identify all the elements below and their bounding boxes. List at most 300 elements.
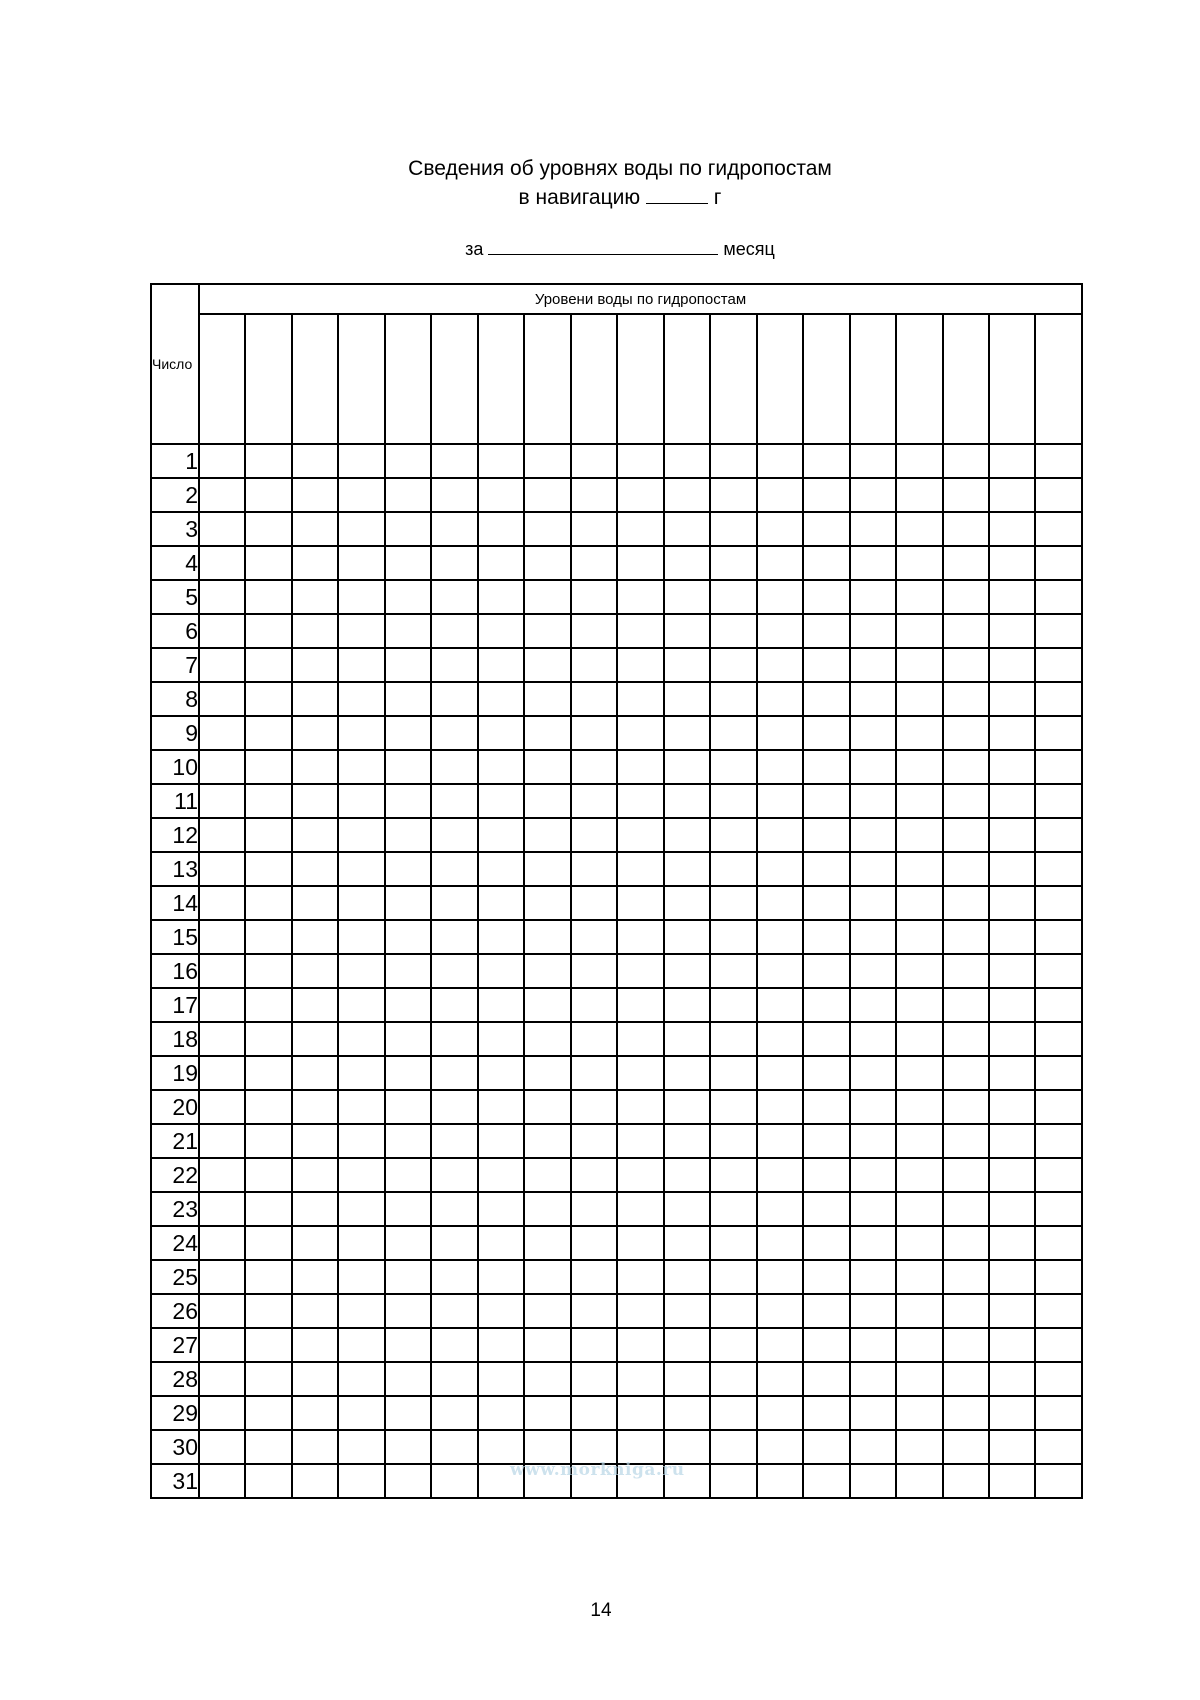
level-cell[interactable] [989, 1294, 1035, 1328]
level-cell[interactable] [1035, 1022, 1082, 1056]
level-cell[interactable] [850, 1294, 896, 1328]
level-cell[interactable] [524, 614, 570, 648]
level-cell[interactable] [571, 886, 617, 920]
level-cell[interactable] [1035, 886, 1082, 920]
level-cell[interactable] [385, 988, 431, 1022]
level-cell[interactable] [245, 1056, 291, 1090]
level-cell[interactable] [478, 648, 524, 682]
level-cell[interactable] [199, 682, 245, 716]
level-cell[interactable] [571, 1090, 617, 1124]
level-cell[interactable] [850, 444, 896, 478]
level-cell[interactable] [664, 1226, 710, 1260]
level-cell[interactable] [245, 988, 291, 1022]
level-cell[interactable] [338, 1192, 384, 1226]
level-cell[interactable] [803, 1056, 849, 1090]
level-cell[interactable] [617, 580, 663, 614]
level-cell[interactable] [617, 1124, 663, 1158]
level-cell[interactable] [245, 1124, 291, 1158]
level-cell[interactable] [989, 1192, 1035, 1226]
level-cell[interactable] [943, 614, 989, 648]
level-cell[interactable] [524, 1396, 570, 1430]
level-cell[interactable] [478, 1158, 524, 1192]
level-cell[interactable] [199, 1396, 245, 1430]
level-cell[interactable] [431, 1396, 477, 1430]
level-cell[interactable] [292, 1124, 338, 1158]
post-column-header[interactable] [199, 314, 245, 444]
level-cell[interactable] [478, 580, 524, 614]
level-cell[interactable] [478, 614, 524, 648]
level-cell[interactable] [1035, 1226, 1082, 1260]
level-cell[interactable] [292, 988, 338, 1022]
level-cell[interactable] [431, 648, 477, 682]
level-cell[interactable] [664, 1090, 710, 1124]
level-cell[interactable] [385, 682, 431, 716]
level-cell[interactable] [710, 1464, 756, 1498]
post-column-header[interactable] [385, 314, 431, 444]
level-cell[interactable] [478, 1226, 524, 1260]
level-cell[interactable] [850, 1328, 896, 1362]
level-cell[interactable] [199, 512, 245, 546]
level-cell[interactable] [617, 1022, 663, 1056]
level-cell[interactable] [478, 1056, 524, 1090]
level-cell[interactable] [245, 1192, 291, 1226]
level-cell[interactable] [710, 580, 756, 614]
level-cell[interactable] [431, 1328, 477, 1362]
level-cell[interactable] [943, 478, 989, 512]
level-cell[interactable] [850, 1226, 896, 1260]
level-cell[interactable] [1035, 1056, 1082, 1090]
level-cell[interactable] [245, 1294, 291, 1328]
level-cell[interactable] [292, 716, 338, 750]
level-cell[interactable] [757, 1294, 803, 1328]
level-cell[interactable] [896, 818, 942, 852]
level-cell[interactable] [943, 1362, 989, 1396]
level-cell[interactable] [803, 1294, 849, 1328]
level-cell[interactable] [292, 1362, 338, 1396]
level-cell[interactable] [478, 1362, 524, 1396]
level-cell[interactable] [571, 1396, 617, 1430]
level-cell[interactable] [850, 1362, 896, 1396]
level-cell[interactable] [757, 1192, 803, 1226]
level-cell[interactable] [943, 1328, 989, 1362]
level-cell[interactable] [989, 920, 1035, 954]
level-cell[interactable] [338, 1022, 384, 1056]
level-cell[interactable] [989, 886, 1035, 920]
level-cell[interactable] [338, 750, 384, 784]
level-cell[interactable] [478, 1430, 524, 1464]
level-cell[interactable] [1035, 444, 1082, 478]
level-cell[interactable] [896, 954, 942, 988]
level-cell[interactable] [292, 614, 338, 648]
level-cell[interactable] [943, 512, 989, 546]
level-cell[interactable] [896, 1396, 942, 1430]
level-cell[interactable] [571, 1056, 617, 1090]
level-cell[interactable] [338, 784, 384, 818]
level-cell[interactable] [617, 1294, 663, 1328]
level-cell[interactable] [664, 1124, 710, 1158]
level-cell[interactable] [989, 1124, 1035, 1158]
level-cell[interactable] [385, 1294, 431, 1328]
level-cell[interactable] [803, 546, 849, 580]
level-cell[interactable] [1035, 580, 1082, 614]
level-cell[interactable] [1035, 784, 1082, 818]
level-cell[interactable] [710, 920, 756, 954]
level-cell[interactable] [989, 954, 1035, 988]
level-cell[interactable] [896, 444, 942, 478]
level-cell[interactable] [292, 920, 338, 954]
level-cell[interactable] [431, 682, 477, 716]
level-cell[interactable] [199, 1158, 245, 1192]
level-cell[interactable] [710, 750, 756, 784]
level-cell[interactable] [896, 784, 942, 818]
level-cell[interactable] [571, 818, 617, 852]
level-cell[interactable] [896, 716, 942, 750]
level-cell[interactable] [989, 1464, 1035, 1498]
level-cell[interactable] [803, 1464, 849, 1498]
level-cell[interactable] [757, 1056, 803, 1090]
level-cell[interactable] [803, 682, 849, 716]
level-cell[interactable] [757, 1124, 803, 1158]
level-cell[interactable] [524, 648, 570, 682]
level-cell[interactable] [664, 682, 710, 716]
level-cell[interactable] [478, 1090, 524, 1124]
level-cell[interactable] [617, 512, 663, 546]
level-cell[interactable] [292, 1260, 338, 1294]
level-cell[interactable] [943, 1226, 989, 1260]
level-cell[interactable] [199, 716, 245, 750]
level-cell[interactable] [664, 920, 710, 954]
level-cell[interactable] [431, 512, 477, 546]
level-cell[interactable] [1035, 1464, 1082, 1498]
level-cell[interactable] [617, 614, 663, 648]
level-cell[interactable] [292, 1294, 338, 1328]
level-cell[interactable] [617, 988, 663, 1022]
level-cell[interactable] [338, 478, 384, 512]
level-cell[interactable] [478, 1192, 524, 1226]
level-cell[interactable] [338, 580, 384, 614]
level-cell[interactable] [385, 750, 431, 784]
level-cell[interactable] [199, 478, 245, 512]
level-cell[interactable] [710, 1226, 756, 1260]
level-cell[interactable] [385, 920, 431, 954]
level-cell[interactable] [385, 512, 431, 546]
level-cell[interactable] [617, 1328, 663, 1362]
post-column-header[interactable] [338, 314, 384, 444]
level-cell[interactable] [199, 920, 245, 954]
level-cell[interactable] [617, 682, 663, 716]
level-cell[interactable] [385, 1226, 431, 1260]
level-cell[interactable] [710, 818, 756, 852]
level-cell[interactable] [524, 1260, 570, 1294]
level-cell[interactable] [989, 1362, 1035, 1396]
level-cell[interactable] [385, 818, 431, 852]
level-cell[interactable] [943, 818, 989, 852]
level-cell[interactable] [664, 1022, 710, 1056]
level-cell[interactable] [850, 954, 896, 988]
level-cell[interactable] [524, 920, 570, 954]
level-cell[interactable] [757, 920, 803, 954]
level-cell[interactable] [757, 886, 803, 920]
level-cell[interactable] [1035, 852, 1082, 886]
level-cell[interactable] [617, 784, 663, 818]
level-cell[interactable] [617, 1430, 663, 1464]
level-cell[interactable] [245, 546, 291, 580]
level-cell[interactable] [803, 1226, 849, 1260]
level-cell[interactable] [664, 1430, 710, 1464]
level-cell[interactable] [803, 512, 849, 546]
level-cell[interactable] [478, 784, 524, 818]
level-cell[interactable] [571, 988, 617, 1022]
level-cell[interactable] [617, 478, 663, 512]
level-cell[interactable] [431, 716, 477, 750]
level-cell[interactable] [896, 750, 942, 784]
level-cell[interactable] [524, 716, 570, 750]
level-cell[interactable] [710, 1294, 756, 1328]
level-cell[interactable] [431, 1226, 477, 1260]
level-cell[interactable] [989, 546, 1035, 580]
level-cell[interactable] [803, 920, 849, 954]
level-cell[interactable] [338, 682, 384, 716]
level-cell[interactable] [524, 954, 570, 988]
level-cell[interactable] [710, 1124, 756, 1158]
level-cell[interactable] [524, 444, 570, 478]
level-cell[interactable] [850, 886, 896, 920]
level-cell[interactable] [664, 1328, 710, 1362]
level-cell[interactable] [757, 1362, 803, 1396]
level-cell[interactable] [431, 750, 477, 784]
level-cell[interactable] [385, 1022, 431, 1056]
level-cell[interactable] [199, 1328, 245, 1362]
level-cell[interactable] [385, 1090, 431, 1124]
level-cell[interactable] [850, 716, 896, 750]
level-cell[interactable] [850, 512, 896, 546]
level-cell[interactable] [757, 1226, 803, 1260]
level-cell[interactable] [292, 818, 338, 852]
level-cell[interactable] [385, 478, 431, 512]
level-cell[interactable] [199, 1294, 245, 1328]
level-cell[interactable] [943, 1124, 989, 1158]
level-cell[interactable] [896, 546, 942, 580]
level-cell[interactable] [803, 1260, 849, 1294]
level-cell[interactable] [1035, 614, 1082, 648]
level-cell[interactable] [431, 1464, 477, 1498]
level-cell[interactable] [850, 818, 896, 852]
level-cell[interactable] [571, 1124, 617, 1158]
level-cell[interactable] [896, 1294, 942, 1328]
level-cell[interactable] [989, 1260, 1035, 1294]
post-column-header[interactable] [524, 314, 570, 444]
level-cell[interactable] [338, 1430, 384, 1464]
level-cell[interactable] [710, 1328, 756, 1362]
level-cell[interactable] [431, 1158, 477, 1192]
level-cell[interactable] [524, 988, 570, 1022]
level-cell[interactable] [617, 1396, 663, 1430]
level-cell[interactable] [478, 682, 524, 716]
level-cell[interactable] [757, 1022, 803, 1056]
level-cell[interactable] [989, 1328, 1035, 1362]
level-cell[interactable] [943, 920, 989, 954]
level-cell[interactable] [803, 954, 849, 988]
level-cell[interactable] [385, 1430, 431, 1464]
level-cell[interactable] [524, 580, 570, 614]
level-cell[interactable] [199, 1022, 245, 1056]
level-cell[interactable] [478, 478, 524, 512]
level-cell[interactable] [478, 1294, 524, 1328]
level-cell[interactable] [338, 512, 384, 546]
level-cell[interactable] [245, 1260, 291, 1294]
level-cell[interactable] [896, 648, 942, 682]
level-cell[interactable] [431, 1260, 477, 1294]
level-cell[interactable] [803, 716, 849, 750]
level-cell[interactable] [850, 920, 896, 954]
level-cell[interactable] [1035, 648, 1082, 682]
level-cell[interactable] [1035, 750, 1082, 784]
level-cell[interactable] [199, 648, 245, 682]
level-cell[interactable] [245, 1464, 291, 1498]
level-cell[interactable] [292, 750, 338, 784]
level-cell[interactable] [292, 1056, 338, 1090]
level-cell[interactable] [617, 1056, 663, 1090]
level-cell[interactable] [757, 784, 803, 818]
level-cell[interactable] [385, 444, 431, 478]
level-cell[interactable] [245, 784, 291, 818]
level-cell[interactable] [850, 478, 896, 512]
level-cell[interactable] [617, 1158, 663, 1192]
level-cell[interactable] [385, 716, 431, 750]
level-cell[interactable] [431, 1124, 477, 1158]
level-cell[interactable] [850, 1464, 896, 1498]
level-cell[interactable] [943, 886, 989, 920]
level-cell[interactable] [710, 1158, 756, 1192]
level-cell[interactable] [664, 1192, 710, 1226]
level-cell[interactable] [431, 818, 477, 852]
level-cell[interactable] [896, 1430, 942, 1464]
level-cell[interactable] [664, 852, 710, 886]
level-cell[interactable] [664, 1260, 710, 1294]
level-cell[interactable] [710, 1396, 756, 1430]
level-cell[interactable] [524, 682, 570, 716]
level-cell[interactable] [943, 1464, 989, 1498]
level-cell[interactable] [896, 1090, 942, 1124]
post-column-header[interactable] [896, 314, 942, 444]
level-cell[interactable] [850, 988, 896, 1022]
level-cell[interactable] [338, 1124, 384, 1158]
level-cell[interactable] [1035, 988, 1082, 1022]
level-cell[interactable] [989, 1396, 1035, 1430]
level-cell[interactable] [803, 886, 849, 920]
level-cell[interactable] [710, 988, 756, 1022]
level-cell[interactable] [664, 886, 710, 920]
level-cell[interactable] [896, 682, 942, 716]
level-cell[interactable] [757, 716, 803, 750]
level-cell[interactable] [896, 1328, 942, 1362]
level-cell[interactable] [896, 1260, 942, 1294]
level-cell[interactable] [943, 580, 989, 614]
level-cell[interactable] [478, 1124, 524, 1158]
level-cell[interactable] [757, 580, 803, 614]
level-cell[interactable] [989, 614, 1035, 648]
level-cell[interactable] [571, 682, 617, 716]
level-cell[interactable] [664, 784, 710, 818]
level-cell[interactable] [338, 852, 384, 886]
level-cell[interactable] [850, 1056, 896, 1090]
level-cell[interactable] [989, 1226, 1035, 1260]
level-cell[interactable] [1035, 920, 1082, 954]
level-cell[interactable] [478, 716, 524, 750]
level-cell[interactable] [757, 1158, 803, 1192]
level-cell[interactable] [245, 818, 291, 852]
post-column-header[interactable] [943, 314, 989, 444]
level-cell[interactable] [338, 988, 384, 1022]
level-cell[interactable] [989, 716, 1035, 750]
level-cell[interactable] [571, 1260, 617, 1294]
level-cell[interactable] [524, 478, 570, 512]
level-cell[interactable] [850, 580, 896, 614]
level-cell[interactable] [896, 886, 942, 920]
level-cell[interactable] [431, 546, 477, 580]
level-cell[interactable] [896, 1464, 942, 1498]
level-cell[interactable] [431, 1430, 477, 1464]
level-cell[interactable] [803, 444, 849, 478]
level-cell[interactable] [803, 580, 849, 614]
level-cell[interactable] [431, 444, 477, 478]
level-cell[interactable] [757, 954, 803, 988]
level-cell[interactable] [943, 682, 989, 716]
level-cell[interactable] [617, 750, 663, 784]
level-cell[interactable] [943, 1294, 989, 1328]
level-cell[interactable] [199, 1192, 245, 1226]
level-cell[interactable] [896, 1158, 942, 1192]
level-cell[interactable] [292, 886, 338, 920]
level-cell[interactable] [664, 512, 710, 546]
level-cell[interactable] [989, 1056, 1035, 1090]
level-cell[interactable] [431, 1090, 477, 1124]
level-cell[interactable] [571, 1158, 617, 1192]
level-cell[interactable] [571, 1294, 617, 1328]
level-cell[interactable] [478, 852, 524, 886]
level-cell[interactable] [803, 478, 849, 512]
level-cell[interactable] [385, 1056, 431, 1090]
level-cell[interactable] [199, 1090, 245, 1124]
level-cell[interactable] [850, 1430, 896, 1464]
level-cell[interactable] [617, 444, 663, 478]
level-cell[interactable] [245, 580, 291, 614]
level-cell[interactable] [943, 1090, 989, 1124]
level-cell[interactable] [850, 750, 896, 784]
level-cell[interactable] [338, 648, 384, 682]
level-cell[interactable] [803, 1430, 849, 1464]
level-cell[interactable] [803, 1192, 849, 1226]
post-column-header[interactable] [478, 314, 524, 444]
level-cell[interactable] [1035, 1362, 1082, 1396]
level-cell[interactable] [338, 1396, 384, 1430]
level-cell[interactable] [664, 954, 710, 988]
level-cell[interactable] [1035, 1328, 1082, 1362]
level-cell[interactable] [338, 1464, 384, 1498]
year-blank-field[interactable] [646, 185, 708, 204]
level-cell[interactable] [896, 478, 942, 512]
level-cell[interactable] [710, 852, 756, 886]
level-cell[interactable] [896, 1124, 942, 1158]
level-cell[interactable] [710, 1056, 756, 1090]
level-cell[interactable] [943, 716, 989, 750]
level-cell[interactable] [478, 512, 524, 546]
level-cell[interactable] [943, 750, 989, 784]
level-cell[interactable] [478, 1328, 524, 1362]
level-cell[interactable] [850, 1090, 896, 1124]
level-cell[interactable] [803, 1124, 849, 1158]
level-cell[interactable] [431, 954, 477, 988]
